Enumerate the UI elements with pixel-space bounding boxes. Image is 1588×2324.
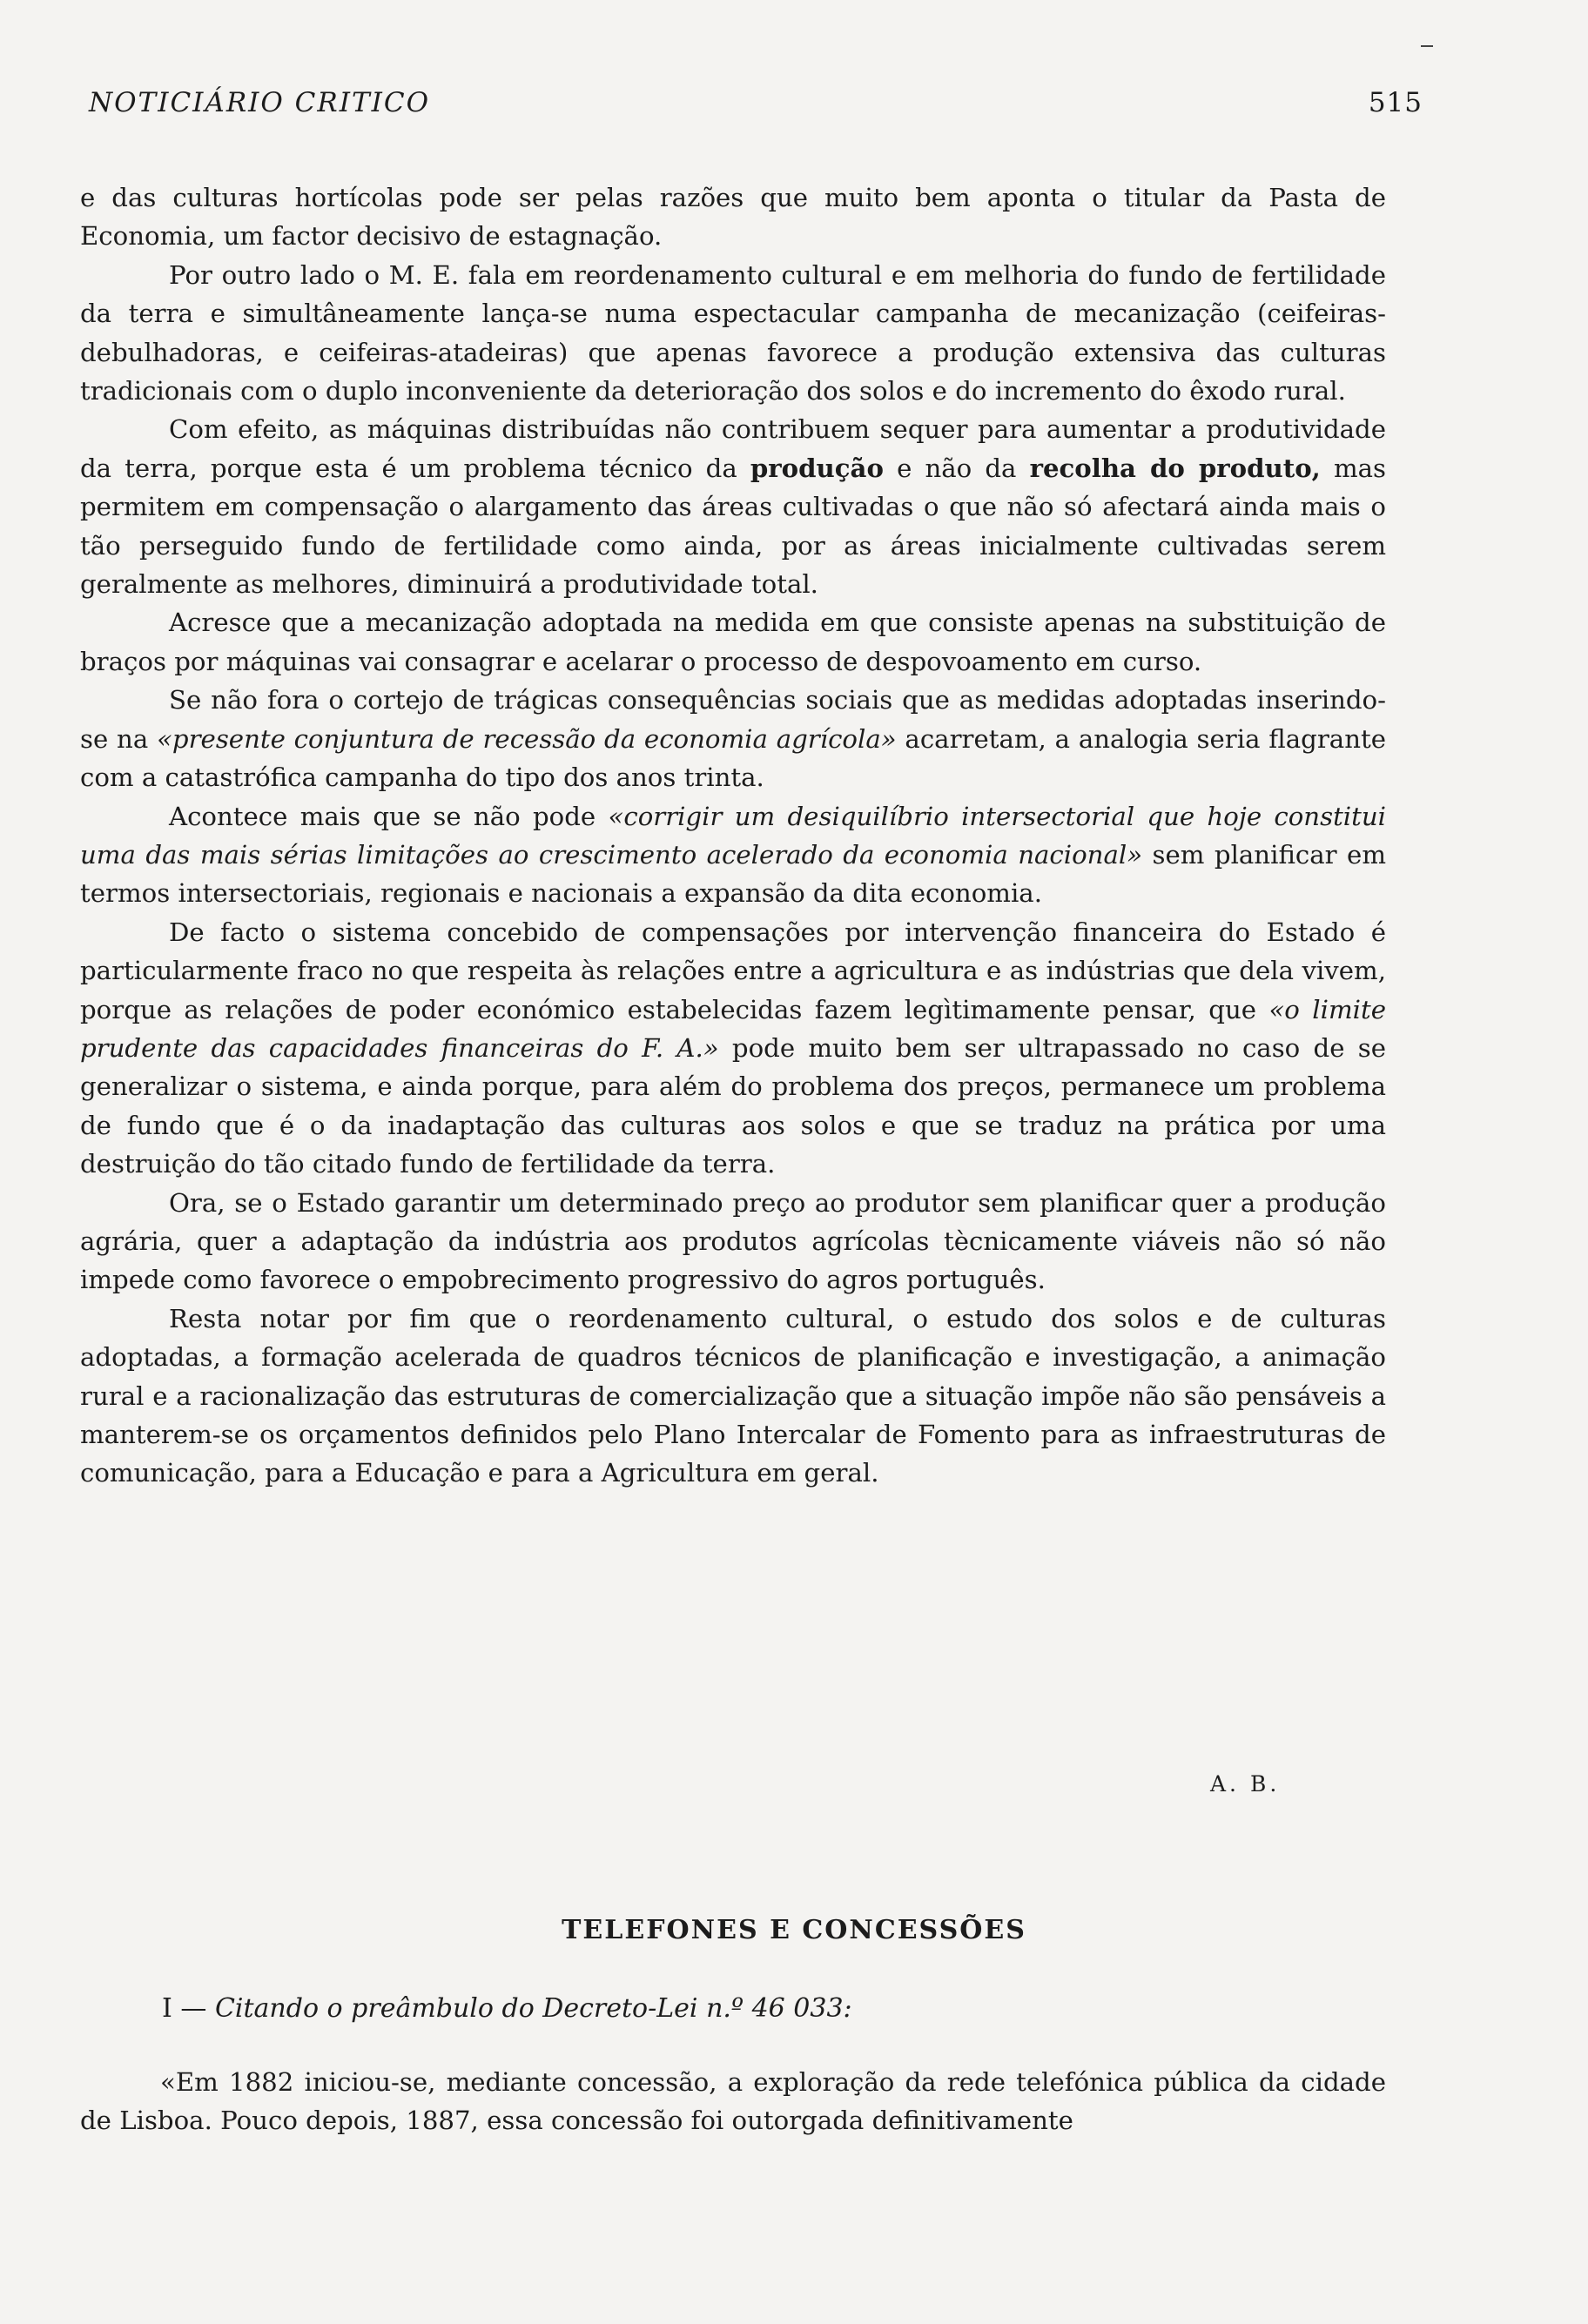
paragraph-6 xyxy=(80,797,1386,913)
paragraph-1: e das culturas hortícolas pode ser pelas razões que muito bem aponta o titular da Pasta de Economia, um factor decisivo de estagnação. xyxy=(80,183,1386,252)
paragraph-3-text-e: mas permitem em compensação o alargamento das áreas cultivadas o que não só afectará ainda mais o tão perseguido fundo de fertilidade como ainda, por as áreas inicialmente cultivadas serem geralmente as melhores, diminuirá a produtividade total. xyxy=(80,453,1387,600)
citation-prefix: I — xyxy=(162,1993,207,2024)
running-head xyxy=(89,87,1423,118)
running-title: NOTICIÁRIO CRITICO xyxy=(89,87,431,118)
paragraph-9: Resta notar por fim que o reordenamento cultural, o estudo dos solos e de culturas adoptadas, a formação acelerada de quadros técnicos de planificação e investigação, a animação rural e a racionalização das estruturas de comercialização que a situação impõe não são pensáveis a manterem-se os orçamentos definidos pelo Plano Intercalar de Fomento para as infraestruturas de comunicação, para a Educação e para a Agricultura em geral. xyxy=(80,1303,1386,1488)
paragraph-4: Acresce que a mecanização adoptada na medida em que consiste apenas na substituição de braços por máquinas vai consagrar e acelarar o processo de despovoamento em curso. xyxy=(80,608,1386,676)
paragraph-5-text-c: acarretam, a analogia seria flagrante com a catastrófica campanha do tipo dos anos trinta. xyxy=(80,723,1387,793)
quote-recessao: «presente conjuntura de recessão da economia agrícola» xyxy=(157,723,897,754)
author-signature: A. B. xyxy=(1210,1771,1281,1797)
paragraph-3-text-a: Com efeito, as máquinas distribuídas não contribuem sequer para aumentar a produtividade da terra, porque esta é um problema técnico da xyxy=(80,414,1386,483)
paragraph-5 xyxy=(80,681,1386,796)
paragraph-2: Por outro lado o M. E. fala em reordenamento cultural e em melhoria do fundo de fertilidade da terra e simultâneamente lança-se numa espectacular campanha de mecanização (ceifeiras-debulhadoras, e ceifeiras-atadeiras) que apenas favorece a produção extensiva das culturas tradicionais com o duplo inconveniente da deterioração dos solos e do incremento do êxodo rural. xyxy=(80,259,1386,406)
decree-quote-text: «Em 1882 iniciou-se, mediante concessão, a exploração da rede telefónica pública da cidade de Lisboa. Pouco depois, 1887, essa concessão foi outorgada definitivamente xyxy=(80,2067,1386,2136)
decree-quote xyxy=(80,2063,1386,2140)
quote-limite-prudente: «o limite prudente das capacidades financeiras do F. A.» xyxy=(80,994,1386,1063)
paragraph-5-text-a: Se não fora o cortejo de trágicas consequências sociais que as medidas adoptadas inserindo-se na xyxy=(80,685,1386,754)
emphasis-recolha: recolha do produto, xyxy=(1029,453,1321,483)
paragraph-6-text-c: sem planificar em termos intersectoriais, regionais e nacionais a expansão da dita economia. xyxy=(80,839,1387,909)
paragraph-6-text-a: Acontece mais que se não pode xyxy=(169,801,596,831)
paragraph-7 xyxy=(80,913,1386,1184)
emphasis-producao: produção xyxy=(750,453,884,483)
paragraph-7-text-b: pode muito bem ser ultrapassado no caso de se generalizar o sistema, e ainda porque, para além do problema dos preços, permanece um problema de fundo que é o da inadaptação das culturas aos solos e que se traduz na prática por uma destruição do tão citado fundo de fertilidade da terra. xyxy=(80,1032,1386,1179)
scan-mark xyxy=(1421,45,1433,47)
paragraph-7-text-a: De facto o sistema concebido de compensações por intervenção financeira do Estado é particularmente fraco no que respeita às relações entre a agricultura e as indústrias que dela vivem, porque as relações de poder económico estabelecidas fazem legìtimamente pensar, que xyxy=(80,917,1386,1024)
article-body xyxy=(80,178,1386,1493)
page-number: 515 xyxy=(1368,87,1423,118)
citation-text: Citando o preâmbulo do Decreto-Lei n.º 46 033: xyxy=(214,1993,852,2024)
quote-desiquilibrio: «corrigir um desiquilíbrio intersectorial que hoje constitui uma das mais sérias limitações ao crescimento acelerado da economia nacional» xyxy=(80,801,1386,870)
paragraph-3 xyxy=(80,410,1386,603)
paragraph-8: Ora, se o Estado garantir um determinado preço ao produtor sem planificar quer a produção agrária, quer a adaptação da indústria aos produtos agrícolas tècnicamente viáveis não só não impede como favorece o empobrecimento progressivo do agros português. xyxy=(80,1187,1386,1295)
section-title: TELEFONES E CONCESSÕES xyxy=(562,1915,1026,1945)
citation-line xyxy=(162,1993,852,2024)
paragraph-3-text-c: e não da xyxy=(897,453,1017,483)
